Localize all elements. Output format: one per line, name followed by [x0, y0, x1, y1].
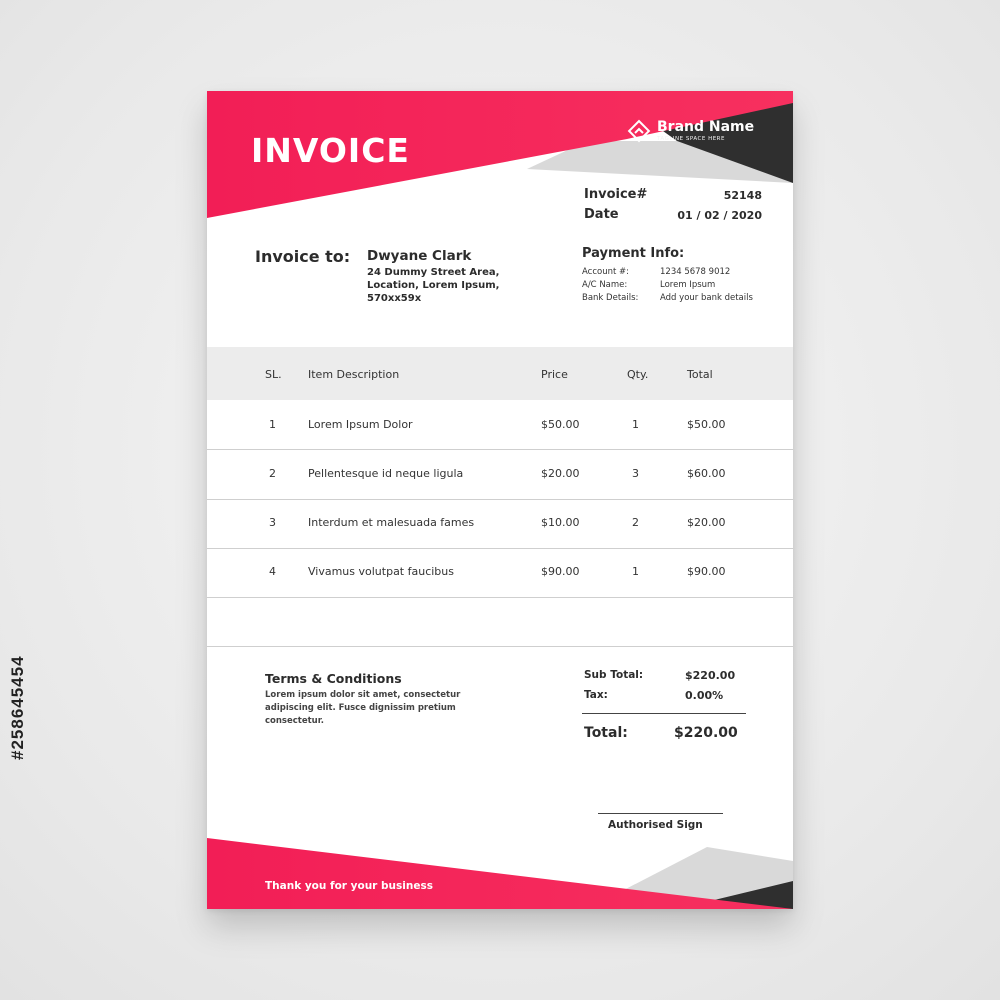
brand-text	[657, 119, 754, 142]
header-qty: Qty.	[627, 368, 649, 381]
terms-body: Lorem ipsum dolor sit amet, consectetur adipiscing elit. Fusce dignissim pretium consectetur.	[265, 690, 461, 726]
payment-bank-label: Bank Details:	[582, 293, 639, 303]
payment-acname-label: A/C Name:	[582, 280, 628, 290]
row-1-price: $50.00	[541, 418, 580, 431]
terms-title: Terms & Conditions	[265, 671, 402, 686]
row-1-qty: 1	[632, 418, 639, 431]
total-value: $220.00	[674, 725, 738, 741]
row-1-description: Lorem Ipsum Dolor	[308, 418, 413, 431]
date-label: Date	[584, 207, 619, 222]
payment-acname-value: Lorem Ipsum	[660, 280, 716, 290]
client-name: Dwyane Clark	[367, 248, 472, 264]
row-3-qty: 2	[632, 516, 639, 529]
invoice-to-label: Invoice to:	[255, 247, 351, 266]
invoice-number-label: Invoice#	[584, 187, 648, 202]
signature-line	[598, 813, 723, 814]
invoice-title: INVOICE	[251, 131, 410, 170]
summary-divider	[582, 713, 746, 714]
subtotal-label: Sub Total:	[584, 669, 644, 681]
date-value: 01 / 02 / 2020	[677, 209, 762, 222]
signature-label: Authorised Sign	[608, 819, 703, 831]
diamond-house-icon	[627, 119, 651, 143]
row-2-total: $60.00	[687, 467, 726, 480]
row-4-price: $90.00	[541, 565, 580, 578]
brand-name: Brand Name	[657, 119, 755, 135]
row-1-sl: 1	[269, 418, 276, 431]
row-divider	[207, 449, 793, 450]
payment-account-label: Account #:	[582, 267, 630, 277]
header-total: Total	[687, 368, 713, 381]
row-4-sl: 4	[269, 565, 276, 578]
row-3-price: $10.00	[541, 516, 580, 529]
row-divider	[207, 548, 793, 549]
row-4-description: Vivamus volutpat faucibus	[308, 565, 454, 578]
row-divider	[207, 597, 793, 598]
row-3-description: Interdum et malesuada fames	[308, 516, 475, 529]
footer-thanks: Thank you for your business	[265, 880, 433, 892]
row-divider	[207, 499, 793, 500]
brand-block	[627, 119, 754, 143]
row-2-sl: 2	[269, 467, 276, 480]
payment-account-value: 1234 5678 9012	[660, 267, 731, 277]
row-3-sl: 3	[269, 516, 276, 529]
table-bottom-divider	[207, 646, 793, 647]
invoice-sheet	[207, 91, 793, 909]
row-4-total: $90.00	[687, 565, 726, 578]
row-2-price: $20.00	[541, 467, 580, 480]
row-2-qty: 3	[632, 467, 639, 480]
row-2-description: Pellentesque id neque ligula	[308, 467, 464, 480]
subtotal-value: $220.00	[685, 669, 736, 682]
row-3-total: $20.00	[687, 516, 726, 529]
invoice-number-value: 52148	[723, 189, 762, 202]
header-description: Item Description	[308, 368, 400, 381]
payment-bank-value: Add your bank details	[660, 293, 753, 303]
client-address: 24 Dummy Street Area, Location, Lorem Ipsum, 570xx59x	[367, 267, 500, 304]
brand-tagline: TAGLINE SPACE HERE	[657, 136, 725, 142]
row-4-qty: 1	[632, 565, 639, 578]
header-sl: SL.	[265, 368, 282, 381]
header-price: Price	[541, 368, 568, 381]
tax-value: 0.00%	[685, 689, 724, 702]
total-label: Total:	[584, 725, 628, 741]
payment-info-title: Payment Info:	[582, 246, 685, 261]
tax-label: Tax:	[584, 689, 608, 701]
row-1-total: $50.00	[687, 418, 726, 431]
stock-id-label: #258645454	[8, 655, 27, 760]
